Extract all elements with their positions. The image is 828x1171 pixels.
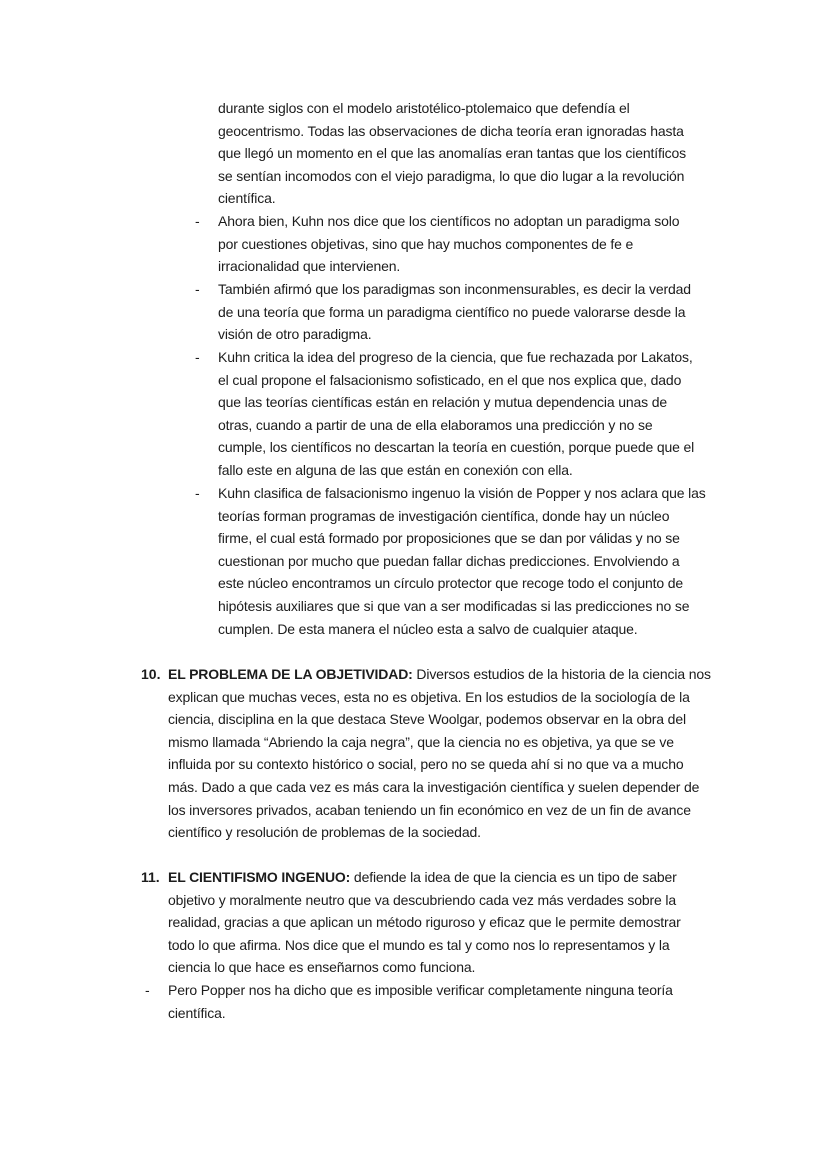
text-line: realidad, gracias a que aplican un método riguroso y eficaz que le permite demostrar (168, 914, 681, 931)
section-heading: EL PROBLEMA DE LA OBJETIVIDAD: (168, 666, 413, 682)
section-number: 11. (141, 869, 160, 885)
text-line: mismo llamada “Abriendo la caja negra”, que la ciencia no es objetiva, ya que se ve (168, 733, 674, 750)
text-line: de una teoría que forma un paradigma científico no puede valorarse desde la (218, 303, 686, 320)
section-11 (168, 866, 681, 979)
text-line: Ahora bien, Kuhn nos dice que los científicos no adoptan un paradigma solo (218, 213, 680, 229)
text-line: geocentrismo. Todas las observaciones de dicha teoría eran ignoradas hasta (218, 122, 684, 139)
text-line: teorías forman programas de investigación científica, donde hay un núcleo (218, 507, 670, 524)
text-line: objetivo y moralmente neutro que va descubriendo cada vez más verdades sobre la (168, 891, 677, 908)
bullet-item (218, 278, 691, 346)
section-number: 10. (141, 666, 161, 682)
text-fragment: Diversos estudios de la historia de la ciencia nos (412, 666, 711, 682)
bullet-item (218, 210, 679, 278)
text-line: se sentían incomodos con el viejo paradigma, lo que dio lugar a la revolución (218, 167, 685, 184)
section-first-line (168, 866, 681, 889)
text-line: durante siglos con el modelo aristotélico-ptolemaico que defendía el (218, 100, 630, 116)
text-line: otras, cuando a partir de una de ella elaboramos una predicción y no se (218, 416, 653, 433)
text-line: hipótesis auxiliares que si que van a ser modificadas si las predicciones no se (218, 597, 690, 614)
text-fragment: defiende la idea de que la ciencia es un tipo de saber (350, 869, 677, 885)
text-line: todo lo que afirma. Nos dice que el mundo es tal y como nos lo representamos y la (168, 936, 670, 953)
section-first-line (168, 663, 711, 686)
bullet-marker: - (195, 349, 200, 365)
text-line: irracionalidad que intervienen. (218, 258, 401, 275)
bullet-marker: - (195, 485, 200, 501)
text-line: firme, el cual está formado por proposiciones que se dan por válidas y no se (218, 530, 680, 547)
text-line: También afirmó que los paradigmas son inconmensurables, es decir la verdad (218, 281, 691, 297)
text-line: que las teorías científicas están en relación y mutua dependencia unas de (218, 394, 668, 411)
text-line: este núcleo encontramos un círculo protector que recoge todo el conjunto de (218, 575, 684, 592)
text-line: ciencia lo que hace es enseñarnos como funciona. (168, 959, 476, 976)
text-line: científica. (218, 190, 276, 207)
text-line: ciencia, disciplina en la que destaca Steve Woolgar, podemos observar en la obra del (168, 711, 686, 728)
bullet-marker: - (145, 982, 150, 998)
text-line: más. Dado a que cada vez es más cara la investigación científica y suelen depender de (168, 778, 700, 795)
continuation-paragraph (218, 97, 686, 210)
text-line: visión de otro paradigma. (218, 326, 372, 343)
text-line: cumple, los científicos no descartan la teoría en cuestión, porque puede que el (218, 439, 695, 456)
text-line: cuestionan por mucho que puedan fallar dichas predicciones. Envolviendo a (218, 552, 680, 569)
bullet-marker: - (195, 213, 200, 229)
text-line: el cual propone el falsacionismo sofisticado, en el que nos explica que, dado (218, 371, 682, 388)
bullet-item (168, 979, 673, 1024)
bullet-item (218, 346, 694, 482)
text-line: científica. (168, 1004, 226, 1021)
bullet-marker: - (195, 281, 200, 297)
text-line: científico y resolución de problemas de la sociedad. (168, 824, 481, 841)
section-heading: EL CIENTIFISMO INGENUO: (168, 869, 351, 885)
text-line: Kuhn clasifica de falsacionismo ingenuo la visión de Popper y nos aclara que las (218, 485, 706, 501)
text-line: Pero Popper nos ha dicho que es imposible verificar completamente ninguna teoría (168, 982, 673, 998)
text-line: fallo este en alguna de las que están en conexión con ella. (218, 461, 573, 478)
text-line: que llegó un momento en el que las anomalías eran tantas que los científicos (218, 145, 687, 162)
text-line: cumplen. De esta manera el núcleo esta a salvo de cualquier ataque. (218, 620, 638, 637)
text-line: por cuestiones objetivas, sino que hay muchos componentes de fe e (218, 235, 634, 252)
section-10 (168, 663, 711, 844)
text-line: Kuhn critica la idea del progreso de la ciencia, que fue rechazada por Lakatos, (218, 349, 693, 365)
text-line: influida por su contexto histórico o social, pero no se queda ahí si no que va a mucho (168, 756, 684, 773)
text-line: los inversores privados, acaban teniendo un fin económico en vez de un fin de avance (168, 801, 691, 818)
bullet-item (218, 482, 706, 640)
text-line: explican que muchas veces, esta no es objetiva. En los estudios de la sociología de la (168, 688, 690, 705)
